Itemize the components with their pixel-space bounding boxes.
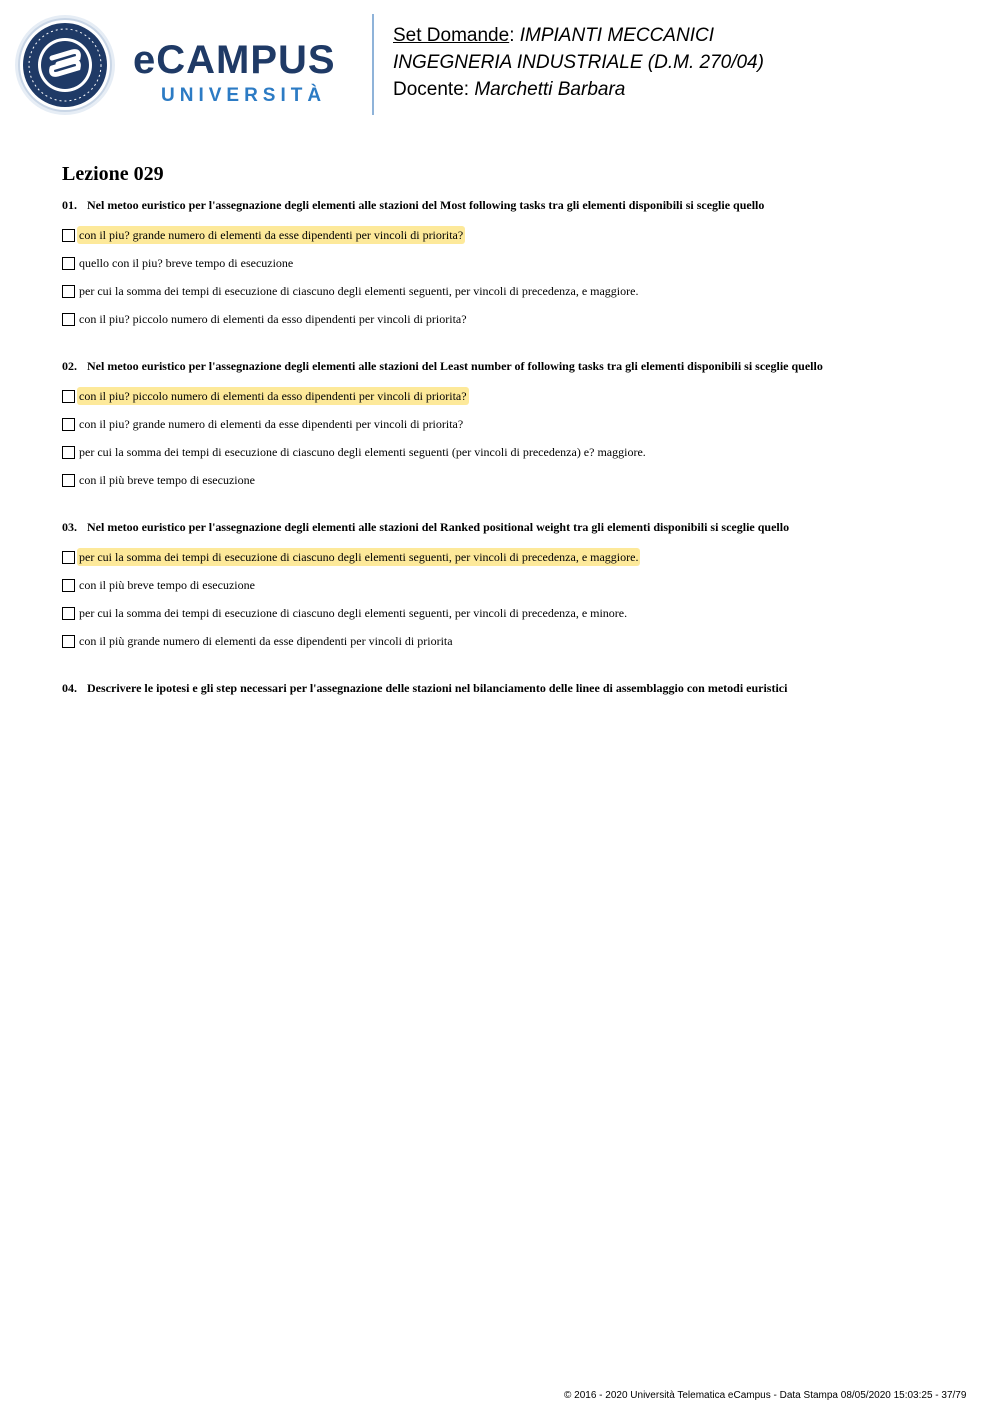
answer-checkbox[interactable] (62, 313, 75, 326)
answer-option[interactable] (62, 305, 942, 333)
answer-option[interactable] (62, 466, 942, 494)
set-label: Set Domande (393, 25, 510, 46)
university-seal-icon (14, 14, 116, 116)
question-prompt: Nel metoo euristico per l'assegnazione degli elementi alle stazioni del Least number of following tasks tra gli elementi disponibili si sceglie quello (87, 359, 823, 373)
answer-list (62, 221, 942, 333)
course-line: INGEGNERIA INDUSTRIALE (D.M. 270/04) (393, 52, 764, 73)
answer-checkbox[interactable] (62, 607, 75, 620)
question-01 (62, 196, 942, 333)
answer-text: con il più breve tempo di esecuzione (79, 473, 255, 487)
answer-checkbox[interactable] (62, 579, 75, 592)
answer-option[interactable] (62, 543, 942, 571)
question-text (62, 518, 942, 536)
answer-text: con il piu? grande numero di elementi da esse dipendenti per vincoli di priorita? (79, 417, 464, 431)
teacher-line: Docente: Marchetti Barbara (393, 79, 626, 100)
logo-subtitle: UNIVERSITÀ (161, 85, 327, 106)
answer-checkbox[interactable] (62, 257, 75, 270)
answer-option[interactable] (62, 627, 942, 655)
set-line: Set Domande: IMPIANTI MECCANICI (393, 25, 714, 46)
question-prompt: Descrivere le ipotesi e gli step necessari per l'assegnazione delle stazioni nel bilanciamento delle linee di assemblaggio con metodi euristici (87, 681, 788, 695)
question-text (62, 357, 942, 375)
answer-checkbox[interactable] (62, 551, 75, 564)
answer-option[interactable] (62, 599, 942, 627)
question-03 (62, 518, 942, 655)
question-prompt: Nel metoo euristico per l'assegnazione degli elementi alle stazioni del Ranked positional weight tra gli elementi disponibili si sceglie quello (87, 520, 790, 534)
answer-option[interactable] (62, 438, 942, 466)
question-prompt: Nel metoo euristico per l'assegnazione degli elementi alle stazioni del Most following tasks tra gli elementi disponibili si sceglie quello (87, 198, 765, 212)
set-value: IMPIANTI MECCANICI (519, 25, 714, 46)
answer-option[interactable] (62, 410, 942, 438)
answer-text-highlighted: con il piu? piccolo numero di elementi da esso dipendenti per vincoli di priorita? (79, 389, 467, 403)
page-header (0, 0, 1000, 130)
question-number: 03. (62, 520, 77, 534)
header-info (393, 22, 764, 103)
teacher-name: Marchetti Barbara (474, 79, 626, 100)
answer-text: con il più grande numero di elementi da esse dipendenti per vincoli di priorita (79, 634, 453, 648)
question-number: 02. (62, 359, 77, 373)
answer-option[interactable] (62, 382, 942, 410)
answer-checkbox[interactable] (62, 418, 75, 431)
question-number: 01. (62, 198, 77, 212)
answer-text: per cui la somma dei tempi di esecuzione di ciascuno degli elementi seguenti, per vincoli di precedenza, e maggiore. (79, 284, 639, 298)
answer-text: per cui la somma dei tempi di esecuzione di ciascuno degli elementi seguenti, per vincoli di precedenza, e minore. (79, 606, 628, 620)
answer-option[interactable] (62, 571, 942, 599)
question-text (62, 679, 942, 697)
header-divider (372, 14, 374, 115)
question-02 (62, 357, 942, 494)
answer-checkbox[interactable] (62, 285, 75, 298)
answer-list (62, 543, 942, 655)
answer-checkbox[interactable] (62, 229, 75, 242)
brand-logo (133, 40, 336, 106)
answer-option[interactable] (62, 221, 942, 249)
answer-option[interactable] (62, 277, 942, 305)
answer-text: con il più breve tempo di esecuzione (79, 578, 255, 592)
answer-text: quello con il piu? breve tempo di esecuzione (79, 256, 294, 270)
answer-list (62, 382, 942, 494)
page-footer: © 2016 - 2020 Università Telematica eCampus - Data Stampa 08/05/2020 15:03:25 - 37/79 (564, 1390, 967, 1401)
question-list (62, 160, 942, 697)
answer-checkbox[interactable] (62, 474, 75, 487)
answer-checkbox[interactable] (62, 446, 75, 459)
answer-text: per cui la somma dei tempi di esecuzione di ciascuno degli elementi seguenti (per vincoli di precedenza) e? maggiore. (79, 445, 646, 459)
answer-text: con il piu? piccolo numero di elementi da esso dipendenti per vincoli di priorita? (79, 312, 467, 326)
answer-checkbox[interactable] (62, 635, 75, 648)
question-number: 04. (62, 681, 77, 695)
question-text (62, 196, 942, 214)
answer-text-highlighted: per cui la somma dei tempi di esecuzione di ciascuno degli elementi seguenti, per vincoli di precedenza, e maggiore. (79, 550, 639, 564)
answer-checkbox[interactable] (62, 390, 75, 403)
lesson-title: Lezione 029 (62, 163, 164, 185)
answer-text-highlighted: con il piu? grande numero di elementi da esse dipendenti per vincoli di priorita? (79, 228, 464, 242)
question-04 (62, 679, 942, 697)
logo-wordmark: eCAMPUS (133, 38, 336, 82)
answer-option[interactable] (62, 249, 942, 277)
teacher-label: Docente (393, 79, 464, 100)
